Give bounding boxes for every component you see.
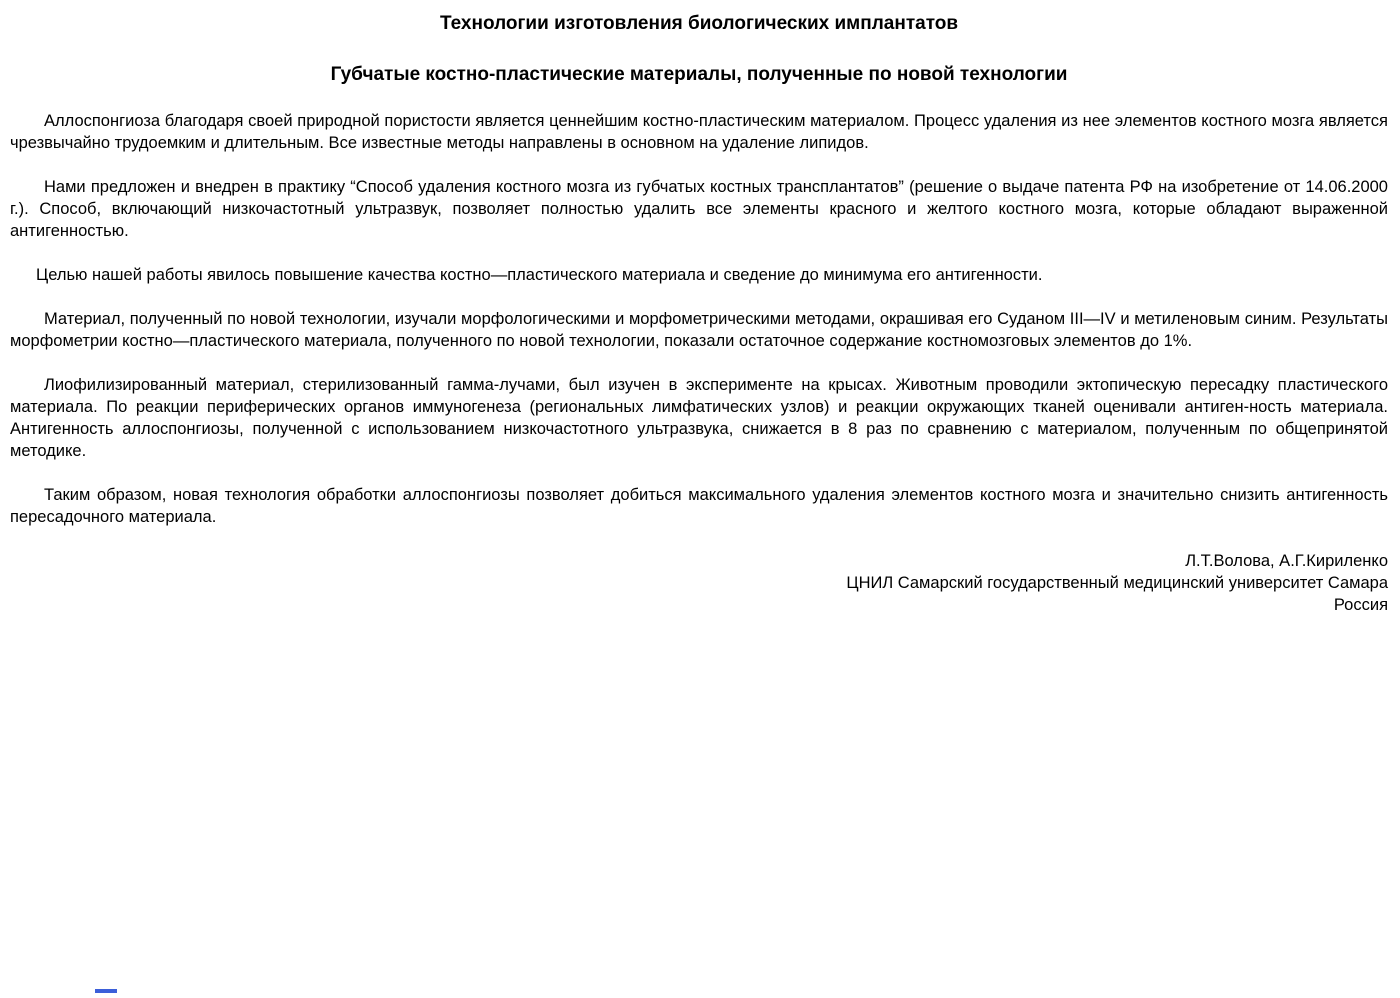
document-title: Технологии изготовления биологических имплантатов	[439, 13, 959, 34]
signature-country: Россия	[1333, 596, 1388, 614]
paragraph-allospongiosa: Аллоспонгиоза благодаря своей природной пористости является ценнейшим костно-пластическим материалом. Процесс удаления из нее элементов костного мозга является чрезвычайно трудоемким и длительным. Все известные методы направлены в основном на удаление липидов.	[10, 112, 1388, 152]
signature-affiliation: ЦНИЛ Самарский государственный медицинский университет Самара	[846, 574, 1388, 592]
paragraph-morphometry-results: Материал, полученный по новой технологии, изучали морфологическими и морфометрическими методами, окрашивая его Суданом III—IV и метиленовым синим. Результаты морфометрии костно—пластического материала, полученного по новой технологии, показали остаточное содержание костномозговых элементов до 1%.	[10, 310, 1388, 350]
signature-authors: Л.Т.Волова, А.Г.Кириленко	[1185, 552, 1388, 570]
paragraph-patent-method: Нами предложен и внедрен в практику “Способ удаления костного мозга из губчатых костных трансплантатов” (решение о выдаче патента РФ на изобретение от 14.06.2000 г.). Способ, включающий низкочастотный ультразвук, позволяет полностью удалить все элементы красного и желтого костного мозга, которые обладают выраженной антигенностью.	[10, 178, 1388, 240]
paragraph-study-goal: Целью нашей работы явилось повышение качества костно—пластического материала и сведение до минимума его антигенности.	[36, 266, 1043, 284]
document-body	[10, 110, 1388, 528]
stray-blue-mark	[95, 989, 117, 993]
paragraph-conclusion: Таким образом, новая технология обработки аллоспонгиозы позволяет добиться максимального удаления элементов костного мозга и значительно снизить антигенность пересадочного материала.	[10, 486, 1388, 526]
document-subtitle: Губчатые костно-пластические материалы, полученные по новой технологии	[330, 64, 1068, 85]
signature-block	[10, 550, 1388, 616]
paragraph-rat-experiment: Лиофилизированный материал, стерилизованный гамма-лучами, был изучен в эксперименте на крысах. Животным проводили эктопическую пересадку пластического материала. По реакции периферических органов иммуногенеза (региональных лимфатических узлов) и реакции окружающих тканей оценивали антиген-ность материала. Антигенность аллоспонгиозы, полученной с использованием низкочастотного ультразвука, снижается в 8 раз по сравнению с материалом, полученным по общепринятой методике.	[10, 376, 1388, 460]
